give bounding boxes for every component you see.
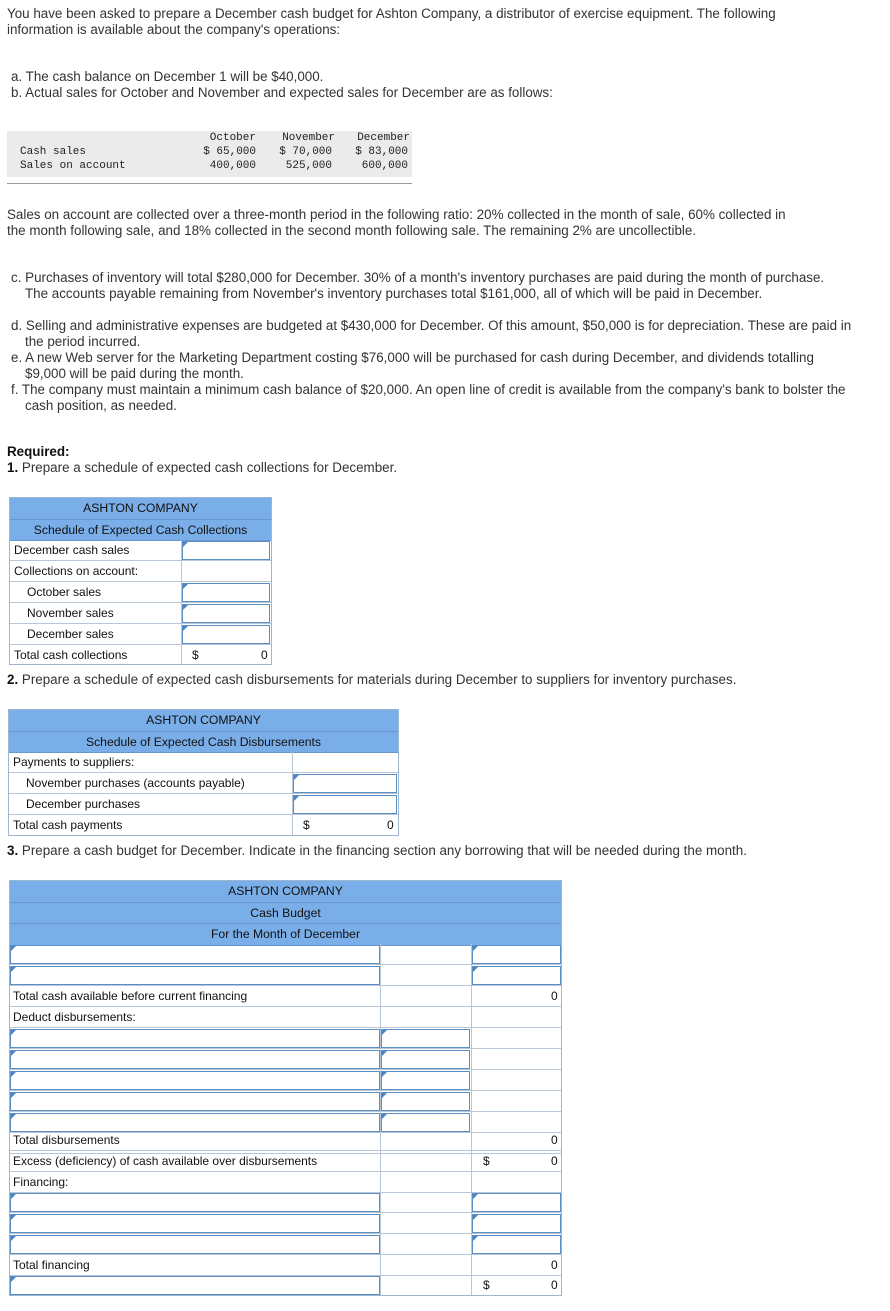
row-label: Excess (deficiency) of cash available over disbursements [13, 1154, 318, 1168]
financing-amount-input[interactable] [472, 1235, 561, 1254]
cash-disbursements-schedule [8, 709, 399, 836]
sales-value: $ 83,000 [355, 146, 408, 158]
budget-period: For the Month of December [10, 924, 561, 946]
financing-label-input[interactable] [10, 1214, 380, 1233]
company-name: ASHTON COMPANY [9, 710, 398, 732]
item-c: c. Purchases of inventory will total $280,000 for December. 30% of a month's inventory purchases are paid during the month of purchase. The accounts payable remaining from November's inventory purchases total $161,000, all of which will be paid in December. [11, 270, 825, 301]
disbursement-label-input[interactable] [10, 1029, 380, 1048]
cash-collections-schedule [9, 497, 272, 665]
financing-amount-input[interactable] [472, 1193, 561, 1212]
requirement-1: 1. Prepare a schedule of expected cash collections for December. [7, 460, 398, 475]
november-purchases-input[interactable] [293, 774, 397, 793]
disbursement-label-input[interactable] [10, 1092, 380, 1111]
month-header: November [282, 132, 335, 144]
intro-line-2: information is available about the company's operations: [7, 22, 341, 37]
december-cash-sales-input[interactable] [182, 541, 270, 560]
total-disbursements-value: 0 [551, 1133, 558, 1147]
ending-balance-value: 0 [551, 1278, 558, 1292]
disbursement-amount-input[interactable] [381, 1050, 470, 1069]
item-d: d. Selling and administrative expenses are budgeted at $430,000 for December. Of this amount, $50,000 is for depreciation. These are paid in the period incurred. [11, 318, 852, 349]
row-label: Deduct disbursements: [13, 1010, 136, 1024]
sales-value: 400,000 [209, 160, 256, 172]
total-cash-collections-value: 0 [261, 648, 268, 662]
collection-text-2: the month following sale, and 18% collected in the second month following sale. The remaining 2% are uncollectible. [7, 223, 697, 238]
cash-budget [9, 880, 562, 1296]
sales-value: 525,000 [285, 160, 332, 172]
company-name: ASHTON COMPANY [10, 498, 271, 520]
disbursement-amount-input[interactable] [381, 1071, 470, 1090]
december-sales-input[interactable] [182, 625, 270, 644]
row-label: Payments to suppliers: [13, 755, 135, 769]
month-header: October [209, 132, 256, 144]
item-b: b. Actual sales for October and November and expected sales for December are as follows: [11, 85, 553, 100]
item-e: e. A new Web server for the Marketing Department costing $76,000 will be purchased for cash during December, and dividends totalling $9,000 will be paid during the month. [11, 350, 814, 381]
currency-symbol: $ [483, 1278, 490, 1292]
november-sales-input[interactable] [182, 604, 270, 623]
schedule-title: Schedule of Expected Cash Collections [10, 520, 271, 542]
row-label: Cash sales [20, 146, 87, 158]
company-name: ASHTON COMPANY [10, 881, 561, 903]
budget-label-input[interactable] [10, 945, 380, 964]
october-sales-input[interactable] [182, 583, 270, 602]
requirement-2: 2. Prepare a schedule of expected cash disbursements for materials during December to suppliers for inventory purchases. [7, 672, 737, 687]
item-f: f. The company must maintain a minimum cash balance of $20,000. An open line of credit is available from the company's bank to bolster the cash position, as needed. [11, 382, 846, 413]
schedule-title: Schedule of Expected Cash Disbursements [9, 732, 398, 754]
intro-line-1: You have been asked to prepare a December cash budget for Ashton Company, a distributor of exercise equipment. The following [7, 6, 776, 21]
month-header: December [357, 132, 410, 144]
total-financing-value: 0 [551, 1258, 558, 1272]
row-label: December purchases [26, 797, 141, 811]
row-label: November sales [27, 606, 114, 620]
sales-value: $ 65,000 [203, 146, 256, 158]
disbursement-amount-input[interactable] [381, 1029, 470, 1048]
disbursement-label-input[interactable] [10, 1071, 380, 1090]
required-heading: Required: [7, 444, 70, 459]
total-label: Total cash payments [13, 818, 123, 832]
currency-symbol: $ [192, 648, 199, 662]
row-label: Total disbursements [13, 1133, 120, 1147]
total-cash-payments-value: 0 [387, 818, 394, 832]
budget-amount-input[interactable] [472, 945, 561, 964]
row-label: Collections on account: [14, 564, 139, 578]
total-label: Total cash collections [14, 648, 128, 662]
currency-symbol: $ [483, 1154, 490, 1168]
budget-amount-input[interactable] [472, 966, 561, 985]
item-a: a. The cash balance on December 1 will be $40,000. [11, 69, 324, 84]
row-label: December sales [27, 627, 114, 641]
row-label: November purchases (accounts payable) [26, 776, 245, 790]
sales-data-table [7, 131, 412, 184]
row-label: Financing: [13, 1175, 69, 1189]
total-available-value: 0 [551, 989, 558, 1003]
row-label: Sales on account [20, 160, 126, 172]
december-purchases-input[interactable] [293, 795, 397, 814]
requirement-3: 3. Prepare a cash budget for December. Indicate in the financing section any borrowing that will be needed during the month. [7, 843, 747, 858]
disbursement-label-input[interactable] [10, 1050, 380, 1069]
budget-title: Cash Budget [10, 903, 561, 925]
financing-label-input[interactable] [10, 1193, 380, 1212]
row-label: Total cash available before current financing [13, 989, 248, 1003]
row-label: October sales [27, 585, 102, 599]
disbursement-amount-input[interactable] [381, 1092, 470, 1111]
row-label: Total financing [13, 1258, 90, 1272]
excess-value: 0 [551, 1154, 558, 1168]
sales-value: 600,000 [361, 160, 408, 172]
financing-amount-input[interactable] [472, 1214, 561, 1233]
collection-text-1: Sales on account are collected over a three-month period in the following ratio: 20% collected in the month of sale, 60% collected in [7, 207, 786, 222]
financing-label-input[interactable] [10, 1235, 380, 1254]
currency-symbol: $ [303, 818, 310, 832]
sales-value: $ 70,000 [279, 146, 332, 158]
row-label: December cash sales [14, 543, 130, 557]
budget-label-input[interactable] [10, 966, 380, 985]
ending-balance-label-input[interactable] [10, 1276, 380, 1295]
